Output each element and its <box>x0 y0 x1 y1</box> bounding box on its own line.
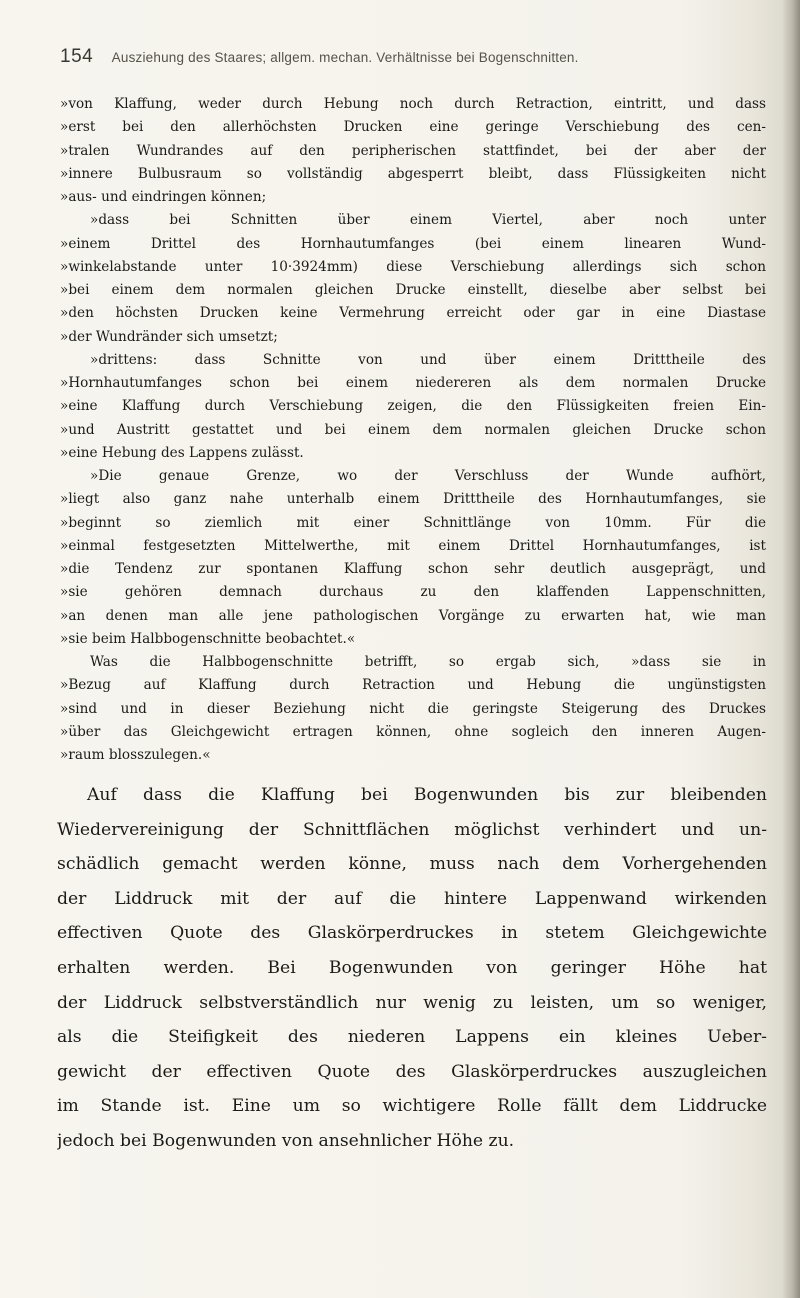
text-line: im Stande ist. Eine um so wichtigere Rolle fällt dem Liddrucke <box>57 1096 767 1117</box>
quote-line: »winkelabstande unter 10·3924mm) diese Verschiebung allerdings sich schon <box>60 258 766 275</box>
quote-line: »sie gehören demnach durchaus zu den klaffenden Lappenschnitten, <box>60 584 766 601</box>
quote-line: »liegt also ganz nahe unterhalb einem Dritttheile des Hornhautumfanges, sie <box>60 491 766 508</box>
quote-line: »sind und in dieser Beziehung nicht die geringste Steigerung des Druckes <box>60 700 766 717</box>
quote-line: »von Klaffung, weder durch Hebung noch durch Retraction, eintritt, und dass <box>60 96 766 112</box>
quote-line: »Hornhautumfanges schon bei einem niedereren als dem normalen Drucke <box>60 375 766 391</box>
quote-line: »beginnt so ziemlich mit einer Schnittlänge von 10mm. Für die <box>60 514 766 531</box>
quote-line: »einem Drittel des Hornhautumfanges (bei einem linearen Wund- <box>60 235 766 252</box>
quote-line: »und Austritt gestattet und bei einem dem normalen gleichen Drucke schon <box>60 421 766 438</box>
quote-line: »den höchsten Drucken keine Vermehrung erreicht oder gar in eine Diastase <box>60 305 766 322</box>
text-line: Auf dass die Klaffung bei Bogenwunden bis zur bleibenden <box>87 785 767 805</box>
text-line: effectiven Quote des Glaskörperdruckes in stetem Gleichgewichte <box>57 923 767 944</box>
text-line: schädlich gemacht werden könne, muss nach dem Vorhergehenden <box>57 854 767 875</box>
quote-line: »einmal festgesetzten Mittelwerthe, mit einem Drittel Hornhautumfanges, ist <box>60 537 766 554</box>
quote-line: »an denen man alle jene pathologischen Vorgänge zu erwarten hat, wie man <box>60 607 766 624</box>
page-header <box>60 46 760 68</box>
quote-line: »eine Hebung des Lappens zulässt. <box>60 444 304 461</box>
page-edge-shadow <box>782 0 800 1298</box>
page-number: 154 <box>60 46 94 67</box>
quote-line: »bei einem dem normalen gleichen Drucke einstellt, dieselbe aber selbst bei <box>60 282 766 298</box>
quote-line: »drittens: dass Schnitte von und über einem Dritttheile des <box>90 351 766 368</box>
quote-line: »innere Bulbusraum so vollständig abgesperrt bleibt, dass Flüssigkeiten nicht <box>60 165 766 182</box>
text-line: als die Steifigkeit des niederen Lappens ein kleines Ueber- <box>57 1027 767 1048</box>
quote-line: »erst bei den allerhöchsten Drucken eine geringe Verschiebung des cen- <box>60 119 766 136</box>
body-paragraph <box>57 778 767 1159</box>
text-line: gewicht der effectiven Quote des Glaskörperdruckes auszugleichen <box>57 1061 767 1082</box>
quote-line: Was die Halbbogenschnitte betrifft, so ergab sich, »dass sie in <box>90 654 766 670</box>
quote-line: »aus- und eindringen können; <box>60 189 267 205</box>
running-title: Ausziehung des Staares; allgem. mechan. Verhältnisse bei Bogenschnitten. <box>111 50 579 65</box>
quote-line: »dass bei Schnitten über einem Viertel, aber noch unter <box>90 212 766 229</box>
quote-line: »eine Klaffung durch Verschiebung zeigen, die den Flüssigkeiten freien Ein- <box>60 398 766 415</box>
text-line: der Liddruck selbstverständlich nur wenig zu leisten, um so weniger, <box>57 992 767 1013</box>
text-line: erhalten werden. Bei Bogenwunden von geringer Höhe hat <box>57 957 767 978</box>
quote-line: »Bezug auf Klaffung durch Retraction und Hebung die ungünstigsten <box>60 677 766 694</box>
quoted-passage <box>60 93 766 767</box>
quote-line: »sie beim Halbbogenschnitte beobachtet.« <box>60 630 356 647</box>
quote-line: »raum blosszulegen.« <box>60 747 211 763</box>
text-line: der Liddruck mit der auf die hintere Lappenwand wirkenden <box>57 888 767 909</box>
text-line: Wiedervereinigung der Schnittflächen möglichst verhindert und un- <box>57 819 767 840</box>
quote-line: »über das Gleichgewicht ertragen können, ohne sogleich den inneren Augen- <box>60 723 766 740</box>
quote-line: »tralen Wundrandes auf den peripherischen stattfindet, bei der aber der <box>60 142 766 159</box>
quote-line: »Die genaue Grenze, wo der Verschluss der Wunde aufhört, <box>90 468 766 484</box>
quote-line: »der Wundränder sich umsetzt; <box>60 328 278 345</box>
text-line: jedoch bei Bogenwunden von ansehnlicher Höhe zu. <box>57 1130 515 1151</box>
quote-line: »die Tendenz zur spontanen Klaffung schon sehr deutlich ausgeprägt, und <box>60 561 766 577</box>
